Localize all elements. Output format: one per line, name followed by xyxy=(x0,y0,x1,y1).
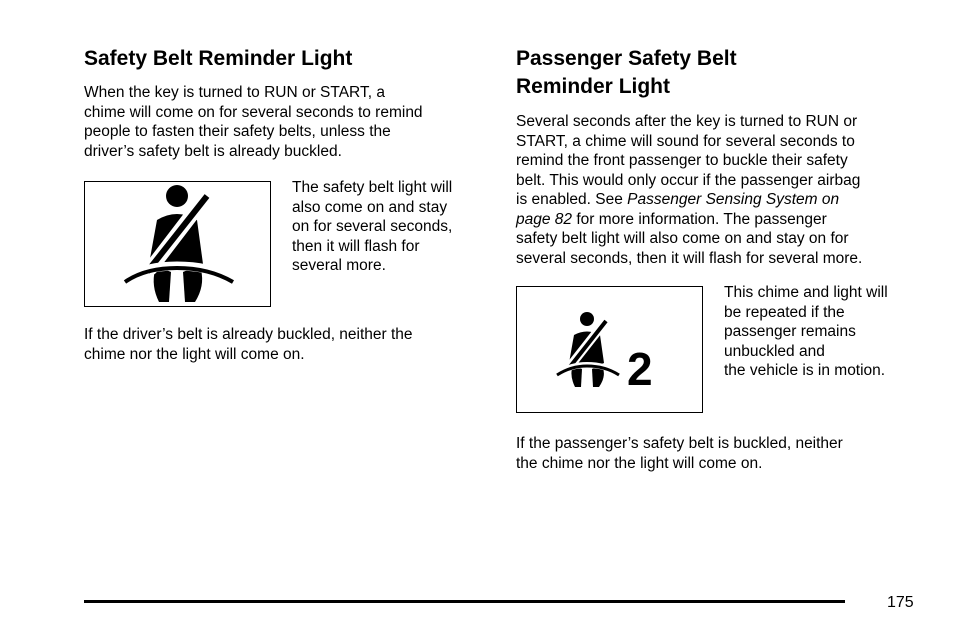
safety-belt-icon xyxy=(85,182,271,306)
cross-reference-link[interactable]: Passenger Sensing System on xyxy=(627,191,840,208)
section-heading-passenger-line1: Passenger Safety Belt xyxy=(516,47,737,70)
passenger-seat-number: 2 xyxy=(627,343,653,395)
paragraph-key-chime: When the key is turned to RUN or START, a chime will come on for several seconds to remind people to fasten their safety belts, unless the driver’s safety belt is already buckled. xyxy=(84,84,423,160)
passenger-belt-figure xyxy=(516,286,703,413)
footer-rule xyxy=(84,600,845,603)
cross-reference-page[interactable]: page 82 xyxy=(516,210,573,228)
side-note-repeat: This chime and light will be repeated if the passenger remains unbuckled and the vehicle is in motion. xyxy=(724,284,888,379)
safety-belt-figure xyxy=(84,181,271,307)
paragraph-already-buckled: If the driver’s belt is already buckled, neither the chime nor the light will come on. xyxy=(84,326,413,363)
section-heading-passenger-line2: Reminder Light xyxy=(516,75,671,98)
passenger-safety-belt-icon xyxy=(517,287,703,412)
side-note-light-flash: The safety belt light will also come on and stay on for several seconds, then it will flash for several more. xyxy=(292,179,453,274)
paragraph-passenger-chime: Several seconds after the key is turned to RUN or START, a chime will sound for several seconds to remind the front passenger to buckle their safety belt. This would only occur if the passenger airbag is enabled. See Passenger Sensing System on page 82 for more information. The passenger safety belt light will also come on and stay on for several seconds, then it will flash for several more. xyxy=(516,113,863,267)
page-number: 175 xyxy=(887,594,914,611)
section-heading-safety-belt: Safety Belt Reminder Light xyxy=(84,47,353,70)
paragraph-passenger-buckled: If the passenger’s safety belt is buckled, neither the chime nor the light will come on. xyxy=(516,435,843,472)
